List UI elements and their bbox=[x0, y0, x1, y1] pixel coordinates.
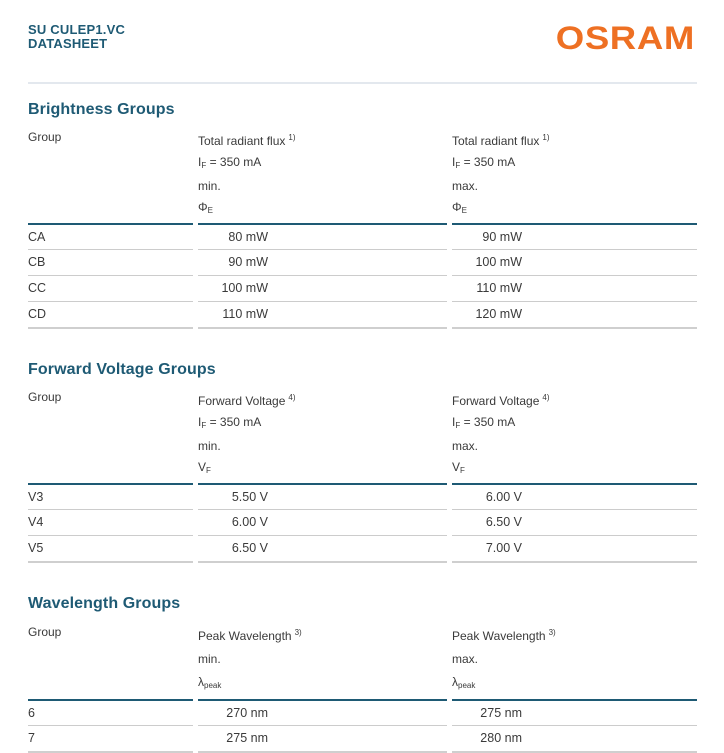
footnote-marker: 3) bbox=[548, 628, 556, 637]
footnote-marker: 4) bbox=[288, 393, 296, 402]
table-bottom-rule bbox=[452, 561, 697, 563]
value-cell-min: 110 mW bbox=[198, 301, 447, 327]
header-condition-line: $I_F = 350$ mA bbox=[198, 155, 262, 170]
footnote-marker: 1) bbox=[288, 133, 296, 142]
header-quantity-line: Peak Wavelength $^{3)}$ bbox=[452, 628, 556, 643]
table-bottom-rule bbox=[198, 561, 447, 563]
product-name: SU CULEP1.VC bbox=[28, 22, 126, 37]
header-bound-line: min. bbox=[198, 652, 221, 666]
column-header-group: Group bbox=[28, 130, 62, 144]
table-bottom-rule bbox=[452, 327, 697, 329]
value-cell-max: 110 mW bbox=[452, 275, 697, 301]
value-cell-max: 280 nm bbox=[452, 725, 697, 751]
header-symbol-line: $\lambda_{peak}$ bbox=[198, 675, 222, 690]
value-cell-min: 100 mW bbox=[198, 275, 447, 301]
header-condition-line: $I_F = 350$ mA bbox=[452, 155, 516, 170]
value-cell-max: 120 mW bbox=[452, 301, 697, 327]
table-bottom-rule bbox=[28, 561, 193, 563]
value-cell-max: 7.00 V bbox=[452, 535, 697, 561]
footnote-marker: 1) bbox=[542, 133, 550, 142]
group-cell: 6 bbox=[28, 699, 193, 725]
header-quantity-line: Forward Voltage $^{4)}$ bbox=[452, 393, 550, 408]
value-cell-min: 90 mW bbox=[198, 249, 447, 275]
value-cell-max: 6.50 V bbox=[452, 509, 697, 535]
footnote-marker: 4) bbox=[542, 393, 550, 402]
header-symbol-line: $V_F$ bbox=[198, 460, 211, 475]
section-title: Forward Voltage Groups bbox=[28, 361, 216, 378]
group-cell: CC bbox=[28, 275, 193, 301]
header-quantity-line: Total radiant flux $^{1)}$ bbox=[452, 133, 550, 148]
value-cell-min: 6.50 V bbox=[198, 535, 447, 561]
column-header-max bbox=[452, 127, 697, 223]
header-symbol-line: $\Phi_E$ bbox=[198, 200, 213, 215]
doc-type-label: DATASHEET bbox=[28, 36, 108, 51]
section-brightness-groups bbox=[28, 100, 697, 329]
value-cell-min: 5.50 V bbox=[198, 483, 447, 509]
section-wavelength-groups bbox=[28, 594, 697, 753]
group-cell: CA bbox=[28, 223, 193, 249]
column-header-min bbox=[198, 127, 447, 223]
group-cell: V3 bbox=[28, 483, 193, 509]
column-header-min bbox=[198, 621, 447, 699]
osram-logo: OSRAM bbox=[555, 19, 695, 57]
group-cell: CB bbox=[28, 249, 193, 275]
header-bound-line: min. bbox=[198, 179, 221, 193]
header-quantity-line: Forward Voltage $^{4)}$ bbox=[198, 393, 296, 408]
forward-voltage-groups-table bbox=[28, 387, 697, 563]
value-cell-max: 100 mW bbox=[452, 249, 697, 275]
column-header-min bbox=[198, 387, 447, 483]
document-header bbox=[28, 19, 697, 57]
brightness-groups-table bbox=[28, 127, 697, 329]
group-cell: CD bbox=[28, 301, 193, 327]
column-header-max bbox=[452, 621, 697, 699]
product-title-block bbox=[28, 21, 125, 51]
header-bound-line: max. bbox=[452, 652, 479, 666]
section-forward-voltage-groups bbox=[28, 360, 697, 563]
footnote-marker: 3) bbox=[294, 628, 302, 637]
header-bound-line: max. bbox=[452, 439, 479, 453]
column-header-group: Group bbox=[28, 625, 62, 639]
header-symbol-line: $\lambda_{peak}$ bbox=[452, 675, 476, 690]
value-cell-max: 275 nm bbox=[452, 699, 697, 725]
value-cell-min: 80 mW bbox=[198, 223, 447, 249]
group-cell: V4 bbox=[28, 509, 193, 535]
header-symbol-line: $V_F$ bbox=[452, 460, 465, 475]
value-cell-min: 275 nm bbox=[198, 725, 447, 751]
header-bound-line: min. bbox=[198, 439, 221, 453]
table-bottom-rule bbox=[198, 327, 447, 329]
header-divider bbox=[28, 82, 697, 84]
group-cell: 7 bbox=[28, 725, 193, 751]
column-header-group: Group bbox=[28, 390, 62, 404]
header-bound-line: max. bbox=[452, 179, 479, 193]
column-header-max bbox=[452, 387, 697, 483]
group-cell: V5 bbox=[28, 535, 193, 561]
header-symbol-line: $\Phi_E$ bbox=[452, 200, 467, 215]
header-quantity-line: Peak Wavelength $^{3)}$ bbox=[198, 628, 302, 643]
header-condition-line: $I_F = 350$ mA bbox=[452, 415, 516, 430]
header-condition-line: $I_F = 350$ mA bbox=[198, 415, 262, 430]
wavelength-groups-table bbox=[28, 621, 697, 753]
section-title: Brightness Groups bbox=[28, 101, 175, 118]
header-quantity-line: Total radiant flux $^{1)}$ bbox=[198, 133, 296, 148]
table-bottom-rule bbox=[28, 327, 193, 329]
value-cell-max: 90 mW bbox=[452, 223, 697, 249]
value-cell-min: 6.00 V bbox=[198, 509, 447, 535]
section-title: Wavelength Groups bbox=[28, 595, 181, 612]
value-cell-min: 270 nm bbox=[198, 699, 447, 725]
value-cell-max: 6.00 V bbox=[452, 483, 697, 509]
